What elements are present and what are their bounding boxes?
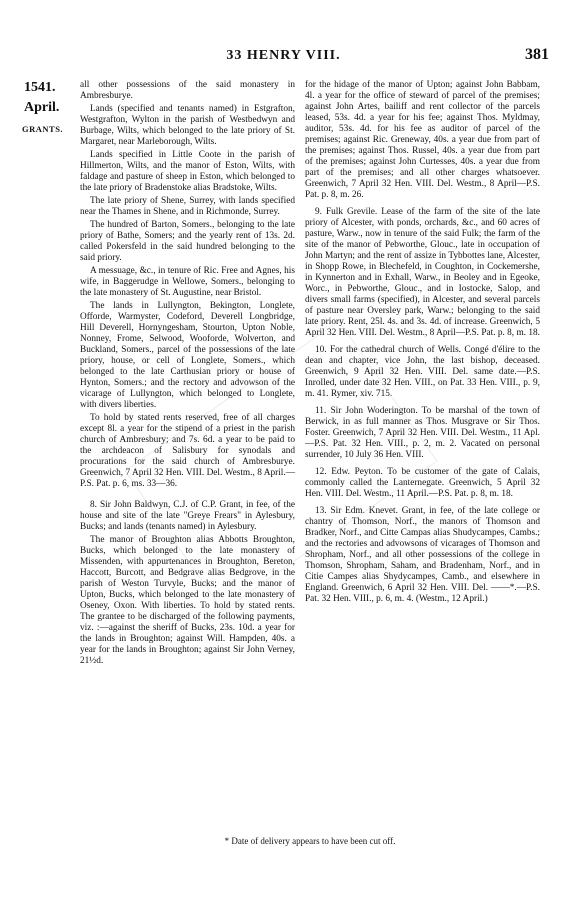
grant-entry-13: 13. Sir Edm. Knevet. Grant, in fee, of the late college or chantry of Thomson, Norf., the manors of Thomson and Bradker, Norf., and Citte Campas alias Shudycampes, Cambs.; and the rectories and advowsons of vicarages of Thomson and Shropham, Norf., and all other possessions of the college in Thomson, Shropham, Saham, and Bradenham, Norf., and in Citie Campes alias Shydycampes, Camb., and elsewhere in England. Greenwich, 6 April 32 Hen. VIII. Del. ——*.—P.S. Pat. 32 Hen. VIII., p. 6, m. 4. (Westm., 12 April.) (305, 506, 540, 604)
grant-entry-9: 9. Fulk Grevile. Lease of the farm of the site of the late priory of Alcester, with ponds, orchards, &c., and 60 acres of pasture, Warw., now in tenure of the said Fulk; the farm of the site of the manor of Pebworthe, Glouc., late in occupation of John Martyn; and the rent of assize in Tybbottes lane, Alcester, in Shopp Rowe, in Blechefeld, in Coughton, in Cockemershe, in Kynnerton and in Exhall, Warw., in Beoley and in Egeoke, Worc., in Pebworthe, Glouc., and in Iostocke, Salop, and divers small farms (specified), in Alcester, and several parcels of pasture near Oversley park, Warw.; belonging to the said late priory. Rent, 25l. 4s. and 3s. 4d. of increase. Greenwich, 5 April 32 Hen. VIII. Del. Westm., 8 April—P.S. Pat. p. 8, m. 18. (305, 207, 540, 338)
paragraph: The manor of Broughton alias Abbotts Broughton, Bucks, which belonged to the late monastery of Missenden, with appurtenances in Broughton, Bereton, Haccott, Burcott, and Bedgrave alias Bedgrove, in the parish of Weston Turvyle, Bucks; and the manor of Upton, Bucks, which belonged to the late monastery of Oseney, Oxon. With liberties. To hold by stated rents. The grantee to be discharged of the following payments, viz. :—against the sheriff of Bucks, 23s. 10d. a year for the lands in Broughton; against Will. Hampden, 40s. a year for the lands in Broughton; against Sir John Verney, 21½d. (80, 535, 295, 666)
footnote: * Date of delivery appears to have been cut off. (224, 836, 396, 846)
grant-entry-8: 8. Sir John Baldwyn, C.J. of C.P. Grant, in fee, of the house and site of the late "Greye Frears" in Aylesbury, Bucks; and lands (tenants named) in Aylesbury. (80, 500, 295, 532)
grant-entry-11: 11. Sir John Woderington. To be marshal of the town of Berwick, in as full manner as Thos. Musgrave or Sir Thos. Foster. Greenwich, 7 April 32 Hen. VIII. Del. Westm., 11 Apl.—P.S. Pat. 32 Hen. VIII., p. 2, m. 2. Vacated on personal surrender, 10 July 36 Hen. VIII. (305, 406, 540, 460)
left-text-column (80, 80, 295, 669)
paragraph: The hundred of Barton, Somers., belonging to the late priory of Bathe, Somers; and the yearly rent of 13s. 2d. called Pokersfeld in the said hundred belonging to the said priory. (80, 220, 295, 263)
margin-month: April. (24, 100, 60, 115)
margin-year: 1541. (24, 80, 56, 95)
paragraph: The late priory of Shene, Surrey, with lands specified near the Thames in Shene, and in Richmonde, Surrey. (80, 196, 295, 217)
paragraph: all other possessions of the said monastery in Ambresburye. (80, 80, 295, 101)
paragraph: for the hidage of the manor of Upton; against John Babbam, 4l. a year for the office of steward of parcel of the premises; against John Artes, bailiff and rent collector of the parcels leased, 53s. 4d. a year for his fee; against Thos. Myldmay, auditor, 53s. 4d. for his fee as auditor of parcel of the premises; against Ric. Greneway, 40s. a year due from part of the premises; against Thos. Russel, 40s. a year due from part of the premises; against John Curtesses, 40s. a year due from part of the premises; and all other charges whatsoever. Greenwich, 7 April 32 Hen. VIII. Del. Westm., 8 April—P.S. Pat. p. 8, m. 26. (305, 80, 540, 200)
paragraph: To hold by stated rents reserved, free of all charges except 8l. a year for the stipend of a priest in the parish church of Ambresbury; and 7s. 6d. a year to be paid to the archdeacon of Salisbury for synodals and procurations for the said church of Ambresburye. Greenwich, 7 April 32 Hen. VIII. Del. Westm., 8 April.—P.S. Pat. p. 6, ms. 33—36. (80, 413, 295, 489)
running-header: 33 HENRY VIII. (226, 48, 341, 63)
grant-entry-12: 12. Edw. Peyton. To be customer of the gate of Calais, commonly called the Lanternegate. Greenwich, 5 April 32 Hen. VIII. Del. Westm., 11 April.—P.S. Pat. p. 8, m. 18. (305, 467, 540, 499)
paragraph: Lands (specified and tenants named) in Estgrafton, Westgrafton, Wylton in the parish of Westbedwyn and Burbage, Wilts, which belonged to the late priory of St. Margaret, near Marleborough, Wilts. (80, 104, 295, 147)
margin-section-label: GRANTS. (22, 124, 64, 134)
paragraph: Lands specified in Little Coote in the parish of Hillmerton, Wilts, and the manor of Eston, Wilts, with faldage and pasture of sheep in Eston, which belonged to the late priory of Bradenstoke alias Bradstoke, Wilts. (80, 150, 295, 193)
page-number: 381 (525, 46, 549, 63)
paragraph: The lands in Lullyngton, Bekington, Longlete, Offorde, Warmyster, Codeford, Deverell Longbridge, Hill Deverell, Hornyngesham, Stourton, Upton Noble, Nonney, Frome, Selwood, Wooforde, Wolverton, and Buckland, Somers., parcel of the possessions of the late priory, house, or cell of Longlete, Somers., which belonged to the late Carthusian priory or house of Hynton, Somers.; and the rectory and advowson of the vicarage of Lullyngton, which belonged to Longlete, with divers liberties. (80, 301, 295, 410)
grant-entry-10: 10. For the cathedral church of Wells. Congé d'élire to the dean and chapter, vice John, the last bishop, deceased. Greenwich, 9 April 32 Hen. VIII. Del. same date.—P.S. Inrolled, under date 32 Hen. VIII., on Pat. 33 Hen. VIII., p. 9, m. 41. Rymer, xiv. 715. (305, 345, 540, 399)
right-text-column (305, 80, 540, 607)
paragraph: A messuage, &c., in tenure of Ric. Free and Agnes, his wife, in Baggerudge in Wellowe, Somers., belonging to the late monastery of St. Augustine, near Bristol. (80, 266, 295, 298)
